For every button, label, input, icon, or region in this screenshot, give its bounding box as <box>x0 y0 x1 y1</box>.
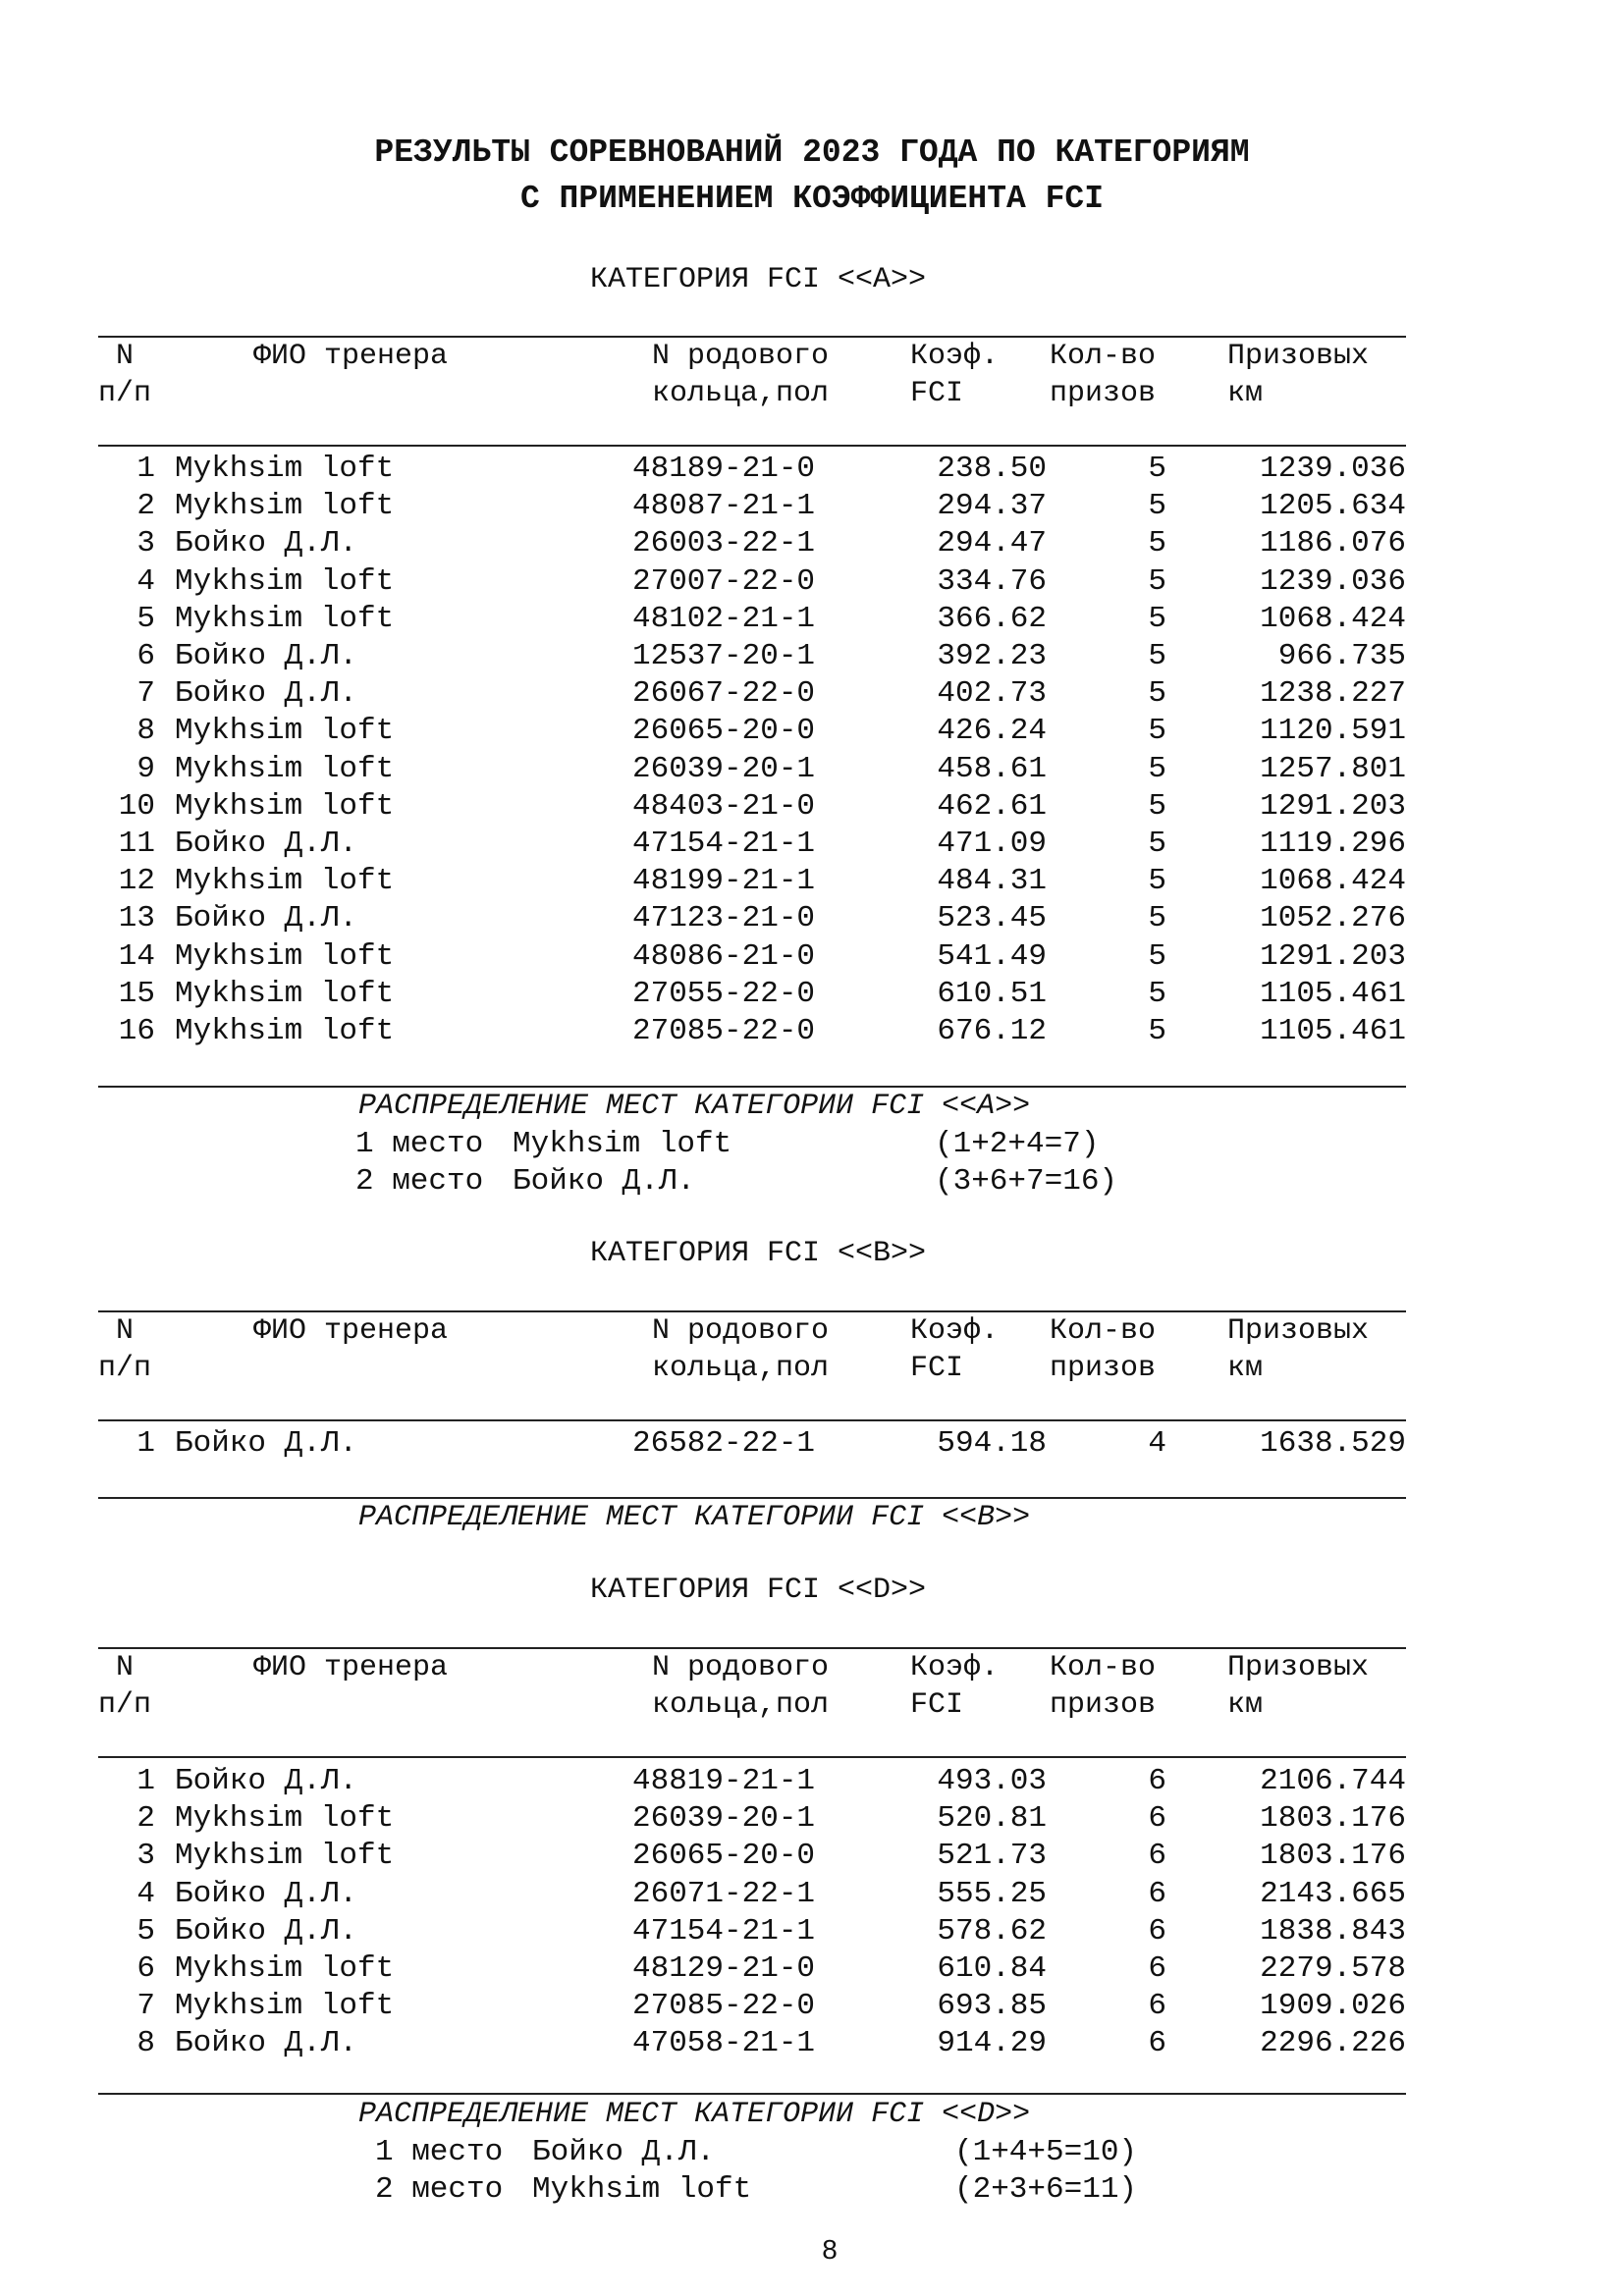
fci-coefficient: 523.45 <box>937 901 1047 936</box>
trainer-name: Бойко Д.Л. <box>175 2026 358 2061</box>
row-number: 1 <box>136 1426 155 1461</box>
prize-km: 1838.843 <box>1260 1913 1406 1949</box>
prizes-count: 6 <box>1148 1801 1166 1837</box>
distribution-sum: (3+6+7=16) <box>935 1164 1118 1199</box>
header-coef-sub: FCI <box>910 1352 964 1385</box>
fci-coefficient: 294.37 <box>937 489 1047 524</box>
row-number: 1 <box>136 452 155 486</box>
prize-km: 2296.226 <box>1260 2026 1406 2061</box>
fci-coefficient: 521.73 <box>937 1839 1047 1874</box>
distribution-title: РАСПРЕДЕЛЕНИЕ МЕСТ КАТЕГОРИИ FCI <<B>> <box>358 1501 1031 1534</box>
header-ring: N родового <box>652 1651 830 1684</box>
distribution-sum: (2+3+6=11) <box>954 2172 1138 2207</box>
fci-coefficient: 594.18 <box>937 1426 1047 1461</box>
prizes-count: 5 <box>1148 601 1166 636</box>
header-n-sub: п/п <box>98 1688 152 1722</box>
trainer-name: Mykhsim loft <box>175 452 395 486</box>
fci-coefficient: 541.49 <box>937 938 1047 974</box>
header-n: N <box>116 340 135 373</box>
row-number: 13 <box>118 901 155 936</box>
prize-km: 1205.634 <box>1260 489 1406 524</box>
row-number: 8 <box>136 714 155 749</box>
fci-coefficient: 471.09 <box>937 827 1047 861</box>
fci-coefficient: 238.50 <box>937 452 1047 486</box>
header-coef-sub: FCI <box>910 377 964 410</box>
fci-coefficient: 610.51 <box>937 976 1047 1011</box>
row-number: 3 <box>136 526 155 561</box>
row-number: 7 <box>136 676 155 712</box>
ring-number: 48403-21-0 <box>632 788 816 824</box>
prizes-count: 5 <box>1148 864 1166 899</box>
ring-number: 47154-21-1 <box>632 1913 816 1949</box>
header-bottom-rule <box>98 445 1406 447</box>
ring-number: 12537-20-1 <box>632 639 816 673</box>
prizes-count: 5 <box>1148 489 1166 524</box>
row-number: 9 <box>136 751 155 786</box>
ring-number: 27007-22-0 <box>632 563 816 599</box>
prizes-count: 6 <box>1148 2026 1166 2061</box>
prize-km: 1803.176 <box>1260 1801 1406 1837</box>
row-number: 5 <box>136 601 155 636</box>
trainer-name: Бойко Д.Л. <box>175 1764 358 1798</box>
prizes-count: 6 <box>1148 1989 1166 2024</box>
row-number: 6 <box>136 1951 155 1986</box>
fci-coefficient: 610.84 <box>937 1951 1047 1986</box>
row-number: 11 <box>118 827 155 861</box>
trainer-name: Mykhsim loft <box>175 751 395 786</box>
ring-number: 27085-22-0 <box>632 1014 816 1048</box>
row-number: 8 <box>136 2026 155 2061</box>
trainer-name: Mykhsim loft <box>175 938 395 974</box>
distribution-title: РАСПРЕДЕЛЕНИЕ МЕСТ КАТЕГОРИИ FCI <<D>> <box>358 2098 1031 2131</box>
fci-coefficient: 458.61 <box>937 751 1047 786</box>
trainer-name: Бойко Д.Л. <box>175 526 358 561</box>
header-km: Призовых <box>1227 340 1370 373</box>
trainer-name: Mykhsim loft <box>175 1801 395 1837</box>
prize-km: 2279.578 <box>1260 1951 1406 1986</box>
fci-coefficient: 334.76 <box>937 563 1047 599</box>
prize-km: 2143.665 <box>1260 1876 1406 1911</box>
row-number: 4 <box>136 1876 155 1911</box>
ring-number: 47123-21-0 <box>632 901 816 936</box>
prizes-count: 6 <box>1148 1839 1166 1874</box>
prize-km: 1291.203 <box>1260 788 1406 824</box>
prize-km: 1119.296 <box>1260 827 1406 861</box>
ring-number: 48189-21-0 <box>632 452 816 486</box>
category-title: КАТЕГОРИЯ FCI <<A>> <box>589 263 927 296</box>
prizes-count: 5 <box>1148 1014 1166 1048</box>
prizes-count: 6 <box>1148 1951 1166 1986</box>
prizes-count: 5 <box>1148 751 1166 786</box>
row-number: 2 <box>136 1801 155 1837</box>
trainer-name: Mykhsim loft <box>175 601 395 636</box>
distribution-place: 1 место <box>375 2135 504 2169</box>
row-number: 7 <box>136 1989 155 2024</box>
header-prizes-sub: призов <box>1050 1688 1157 1722</box>
prize-km: 1186.076 <box>1260 526 1406 561</box>
prize-km: 1120.591 <box>1260 714 1406 749</box>
prizes-count: 6 <box>1148 1876 1166 1911</box>
ring-number: 48199-21-1 <box>632 864 816 899</box>
trainer-name: Бойко Д.Л. <box>175 676 358 712</box>
header-n-sub: п/п <box>98 377 152 410</box>
prize-km: 1052.276 <box>1260 901 1406 936</box>
prizes-count: 6 <box>1148 1764 1166 1798</box>
prize-km: 1105.461 <box>1260 1014 1406 1048</box>
distribution-place: 1 место <box>355 1127 484 1161</box>
prizes-count: 5 <box>1148 452 1166 486</box>
table-bottom-rule <box>98 2093 1406 2095</box>
fci-coefficient: 493.03 <box>937 1764 1047 1798</box>
trainer-name: Mykhsim loft <box>175 1014 395 1048</box>
ring-number: 26039-20-1 <box>632 751 816 786</box>
row-number: 4 <box>136 563 155 599</box>
header-ring: N родового <box>652 340 830 373</box>
ring-number: 47058-21-1 <box>632 2026 816 2061</box>
trainer-name: Бойко Д.Л. <box>175 1876 358 1911</box>
fci-coefficient: 294.47 <box>937 526 1047 561</box>
row-number: 6 <box>136 639 155 673</box>
ring-number: 47154-21-1 <box>632 827 816 861</box>
ring-number: 26067-22-0 <box>632 676 816 712</box>
prizes-count: 5 <box>1148 526 1166 561</box>
row-number: 5 <box>136 1913 155 1949</box>
fci-coefficient: 484.31 <box>937 864 1047 899</box>
trainer-name: Mykhsim loft <box>175 976 395 1011</box>
row-number: 1 <box>136 1764 155 1798</box>
prizes-count: 6 <box>1148 1913 1166 1949</box>
fci-coefficient: 914.29 <box>937 2026 1047 2061</box>
prizes-count: 5 <box>1148 639 1166 673</box>
prize-km: 1803.176 <box>1260 1839 1406 1874</box>
prize-km: 2106.744 <box>1260 1764 1406 1798</box>
distribution-name: Бойко Д.Л. <box>513 1164 696 1199</box>
document-title-line1: РЕЗУЛЬТЫ СОРЕВНОВАНИЙ 2023 ГОДА ПО КАТЕГОРИЯМ <box>374 134 1250 171</box>
header-prizes: Кол-во <box>1050 340 1157 373</box>
distribution-name: Mykhsim loft <box>532 2172 752 2207</box>
prizes-count: 5 <box>1148 563 1166 599</box>
distribution-place: 2 место <box>375 2172 504 2207</box>
prizes-count: 5 <box>1148 938 1166 974</box>
trainer-name: Mykhsim loft <box>175 1951 395 1986</box>
fci-coefficient: 392.23 <box>937 639 1047 673</box>
prize-km: 966.735 <box>1277 639 1406 673</box>
trainer-name: Бойко Д.Л. <box>175 1913 358 1949</box>
header-name: ФИО тренера <box>253 340 449 373</box>
trainer-name: Mykhsim loft <box>175 788 395 824</box>
header-ring-sub: кольца,пол <box>652 1352 830 1385</box>
header-name: ФИО тренера <box>253 1314 449 1348</box>
prize-km: 1257.801 <box>1260 751 1406 786</box>
fci-coefficient: 402.73 <box>937 676 1047 712</box>
category-title: КАТЕГОРИЯ FCI <<B>> <box>589 1237 927 1270</box>
header-prizes-sub: призов <box>1050 1352 1157 1385</box>
ring-number: 26582-22-1 <box>632 1426 816 1461</box>
header-ring-sub: кольца,пол <box>652 1688 830 1722</box>
trainer-name: Mykhsim loft <box>175 489 395 524</box>
prize-km: 1909.026 <box>1260 1989 1406 2024</box>
prize-km: 1238.227 <box>1260 676 1406 712</box>
header-km: Призовых <box>1227 1651 1370 1684</box>
distribution-title: РАСПРЕДЕЛЕНИЕ МЕСТ КАТЕГОРИИ FCI <<A>> <box>358 1090 1031 1123</box>
header-prizes: Кол-во <box>1050 1651 1157 1684</box>
header-name: ФИО тренера <box>253 1651 449 1684</box>
header-coef: Коэф. <box>910 1651 1000 1684</box>
ring-number: 26039-20-1 <box>632 1801 816 1837</box>
header-prizes: Кол-во <box>1050 1314 1157 1348</box>
prize-km: 1291.203 <box>1260 938 1406 974</box>
header-km-sub: км <box>1227 1352 1264 1385</box>
prizes-count: 5 <box>1148 788 1166 824</box>
fci-coefficient: 462.61 <box>937 788 1047 824</box>
fci-coefficient: 693.85 <box>937 1989 1047 2024</box>
distribution-sum: (1+4+5=10) <box>954 2135 1138 2169</box>
fci-coefficient: 520.81 <box>937 1801 1047 1837</box>
row-number: 14 <box>118 938 155 974</box>
document-title-line2: С ПРИМЕНЕНИЕМ КОЭФФИЦИЕНТА FCI <box>519 181 1105 217</box>
distribution-name: Mykhsim loft <box>513 1127 732 1161</box>
ring-number: 27055-22-0 <box>632 976 816 1011</box>
table-bottom-rule <box>98 1497 1406 1499</box>
header-coef: Коэф. <box>910 1314 1000 1348</box>
header-km-sub: км <box>1227 377 1264 410</box>
header-coef: Коэф. <box>910 340 1000 373</box>
row-number: 2 <box>136 489 155 524</box>
prizes-count: 5 <box>1148 976 1166 1011</box>
ring-number: 26065-20-0 <box>632 714 816 749</box>
prizes-count: 5 <box>1148 901 1166 936</box>
prize-km: 1638.529 <box>1260 1426 1406 1461</box>
table-bottom-rule <box>98 1086 1406 1088</box>
header-ring-sub: кольца,пол <box>652 377 830 410</box>
trainer-name: Бойко Д.Л. <box>175 901 358 936</box>
fci-coefficient: 426.24 <box>937 714 1047 749</box>
ring-number: 27085-22-0 <box>632 1989 816 2024</box>
trainer-name: Mykhsim loft <box>175 864 395 899</box>
header-n: N <box>116 1314 135 1348</box>
page-number: 8 <box>822 2234 838 2265</box>
header-prizes-sub: призов <box>1050 377 1157 410</box>
row-number: 15 <box>118 976 155 1011</box>
header-ring: N родового <box>652 1314 830 1348</box>
prize-km: 1239.036 <box>1260 563 1406 599</box>
prize-km: 1105.461 <box>1260 976 1406 1011</box>
row-number: 16 <box>118 1014 155 1048</box>
distribution-place: 2 место <box>355 1164 484 1199</box>
ring-number: 26071-22-1 <box>632 1876 816 1911</box>
prizes-count: 4 <box>1148 1426 1166 1461</box>
ring-number: 48087-21-1 <box>632 489 816 524</box>
header-km-sub: км <box>1227 1688 1264 1722</box>
row-number: 12 <box>118 864 155 899</box>
category-title: КАТЕГОРИЯ FCI <<D>> <box>589 1574 927 1607</box>
header-bottom-rule <box>98 1756 1406 1758</box>
distribution-name: Бойко Д.Л. <box>532 2135 716 2169</box>
fci-coefficient: 366.62 <box>937 601 1047 636</box>
header-coef-sub: FCI <box>910 1688 964 1722</box>
fci-coefficient: 676.12 <box>937 1014 1047 1048</box>
trainer-name: Mykhsim loft <box>175 1989 395 2024</box>
fci-coefficient: 555.25 <box>937 1876 1047 1911</box>
prize-km: 1239.036 <box>1260 452 1406 486</box>
prize-km: 1068.424 <box>1260 601 1406 636</box>
header-n: N <box>116 1651 135 1684</box>
prizes-count: 5 <box>1148 714 1166 749</box>
prize-km: 1068.424 <box>1260 864 1406 899</box>
ring-number: 48086-21-0 <box>632 938 816 974</box>
prizes-count: 5 <box>1148 676 1166 712</box>
trainer-name: Бойко Д.Л. <box>175 827 358 861</box>
fci-coefficient: 578.62 <box>937 1913 1047 1949</box>
trainer-name: Бойко Д.Л. <box>175 639 358 673</box>
ring-number: 26065-20-0 <box>632 1839 816 1874</box>
distribution-sum: (1+2+4=7) <box>935 1127 1100 1161</box>
header-n-sub: п/п <box>98 1352 152 1385</box>
ring-number: 48819-21-1 <box>632 1764 816 1798</box>
row-number: 10 <box>118 788 155 824</box>
trainer-name: Бойко Д.Л. <box>175 1426 358 1461</box>
trainer-name: Mykhsim loft <box>175 563 395 599</box>
trainer-name: Mykhsim loft <box>175 1839 395 1874</box>
ring-number: 48129-21-0 <box>632 1951 816 1986</box>
prizes-count: 5 <box>1148 827 1166 861</box>
ring-number: 48102-21-1 <box>632 601 816 636</box>
row-number: 3 <box>136 1839 155 1874</box>
header-km: Призовых <box>1227 1314 1370 1348</box>
ring-number: 26003-22-1 <box>632 526 816 561</box>
trainer-name: Mykhsim loft <box>175 714 395 749</box>
header-bottom-rule <box>98 1419 1406 1421</box>
